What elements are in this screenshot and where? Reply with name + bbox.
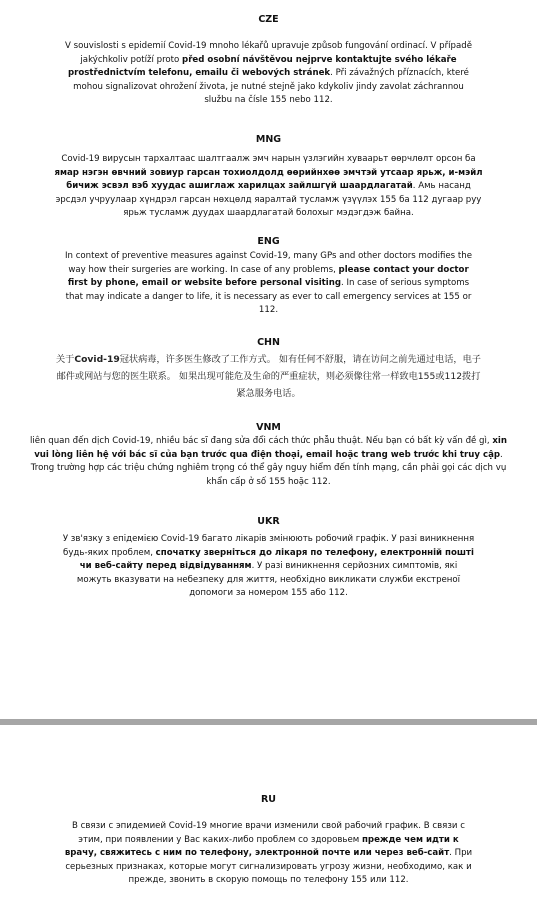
section-mng	[0, 134, 537, 221]
section-ru	[0, 794, 537, 888]
language-code: RU	[260, 794, 277, 805]
text-run: . При серьезных признаках, которые могут сигнализировать угрозу жизни, необходимо, как и прежде, звонить в скорую помощь по телефону 155 или 112.	[65, 848, 473, 886]
notice-text	[53, 153, 485, 221]
text-run: . У разі виникнення серйозних симптомів, які можуть вказувати на небезпеку для життя, необхідно викликати служби екстреної допомоги за номером 155 або 112.	[76, 561, 461, 599]
text-run: . Амь насанд эрсдэл учруулаар хүндрэл гарсан нөхцөлд яаралтай тусламж үзүүлэх 155 ба 112 дугаар руу ярьж тусламж дуудах шаардлагатай болохыг мэдэгдэж байна.	[55, 181, 482, 219]
section-eng	[0, 236, 537, 318]
notice-text	[63, 250, 475, 318]
section-cze	[0, 14, 537, 108]
text-run: У зв'язку з епідемією Covid-19 багато лікарів змінюють робочий графік. У разі виникнення будь-яких проблем,	[62, 534, 475, 558]
language-code: MNG	[255, 134, 282, 145]
text-run: . Trong trường hợp các triệu chứng nghiêm trọng có thể gây nguy hiểm đến tính mạng, cần phải gọi các dịch vụ khẩn cấp ở số 155 hoặc 112.	[30, 449, 507, 487]
notice-text	[63, 533, 475, 601]
notice-text	[29, 435, 509, 489]
text-run: In context of preventive measures against Covid-19, many GPs and other doctors modifies the way how their surgeries are working. In case of any problems,	[64, 251, 472, 275]
text-run: . Při závažných příznacích, které mohou signalizovat ohrožení života, je nutné stejně jako kdykoliv jindy zavolat záchrannou službu na čísle 155 nebo 112.	[73, 68, 469, 106]
text-run: V souvislosti s epidemií Covid-19 mnoho lékařů upravuje způsob fungování ordinací. V případě jakýchkoliv potíží proto	[64, 41, 472, 65]
language-code: ENG	[257, 236, 280, 247]
text-run: 关于	[56, 354, 75, 365]
language-code: CHN	[257, 337, 280, 348]
language-code: CZE	[258, 14, 279, 25]
text-run: . In case of serious symptoms that may indicate a danger to life, it is necessary as ever to call emergency services at 155 or 112.	[65, 278, 472, 316]
text-run-bold: xin vui lòng liên hệ với bác sĩ của bạn trước qua điện thoại, email hoặc trang web trước khi truy cập	[34, 436, 507, 460]
section-vnm	[0, 422, 537, 489]
page-divider	[0, 719, 537, 725]
text-run: 冠状病毒，许多医生修改了工作方式。 如有任何不舒服，请在访问之前先通过电话，电子邮件或网站与您的医生联系。 如果出现可能危及生命的严重症状，则必须像往常一样致电155或112拨打紧急服务电话。	[56, 354, 481, 399]
text-run-bold: прежде чем идти к врачу, свяжитесь с ним по телефону, электронной почте или через веб-сайт	[64, 834, 459, 859]
text-run-bold: Covid-19	[74, 354, 120, 365]
notice-text	[53, 351, 485, 402]
language-code: VNM	[256, 422, 281, 433]
text-run: liên quan đến dịch Covid-19, nhiều bác sĩ đang sửa đổi cách thức phẫu thuật. Nếu bạn có bất kỳ vấn đề gì,	[30, 436, 493, 446]
text-run-bold: ямар нэгэн өвчний зовиур гарсан тохиолдолд өөрийнхөө эмчтэй утсаар ярьж, и-мэйл бичиж эсвэл вэб хуудас ашиглаж харилцах зайлшгүй шаардлагатай	[54, 167, 483, 192]
section-ukr	[0, 516, 537, 601]
text-run-bold: спочатку зверніться до лікаря по телефону, електронній пошті чи веб-сайту перед відвідуванням	[79, 547, 474, 572]
text-run: Covid-19 вирусын тархалтаас шалтгаалж эмч нарын үзлэгийн хуваарьт өөрчлөлт орсон ба	[61, 154, 476, 164]
notice-text	[63, 820, 475, 888]
text-run: В связи с эпидемией Covid-19 многие врачи изменили свой рабочий график. В связи с этим, при появлении у Вас каких-либо проблем со здоровьем	[72, 821, 465, 845]
text-run-bold: please contact your doctor first by phone, email or website before personal visiting	[67, 264, 469, 289]
text-run-bold: před osobní návštěvou nejprve kontaktujte svého lékaře prostřednictvím telefonu, emailu či webových stránek	[68, 54, 457, 79]
notice-text	[59, 40, 479, 108]
language-code: UKR	[257, 516, 280, 527]
section-chn	[0, 337, 537, 402]
